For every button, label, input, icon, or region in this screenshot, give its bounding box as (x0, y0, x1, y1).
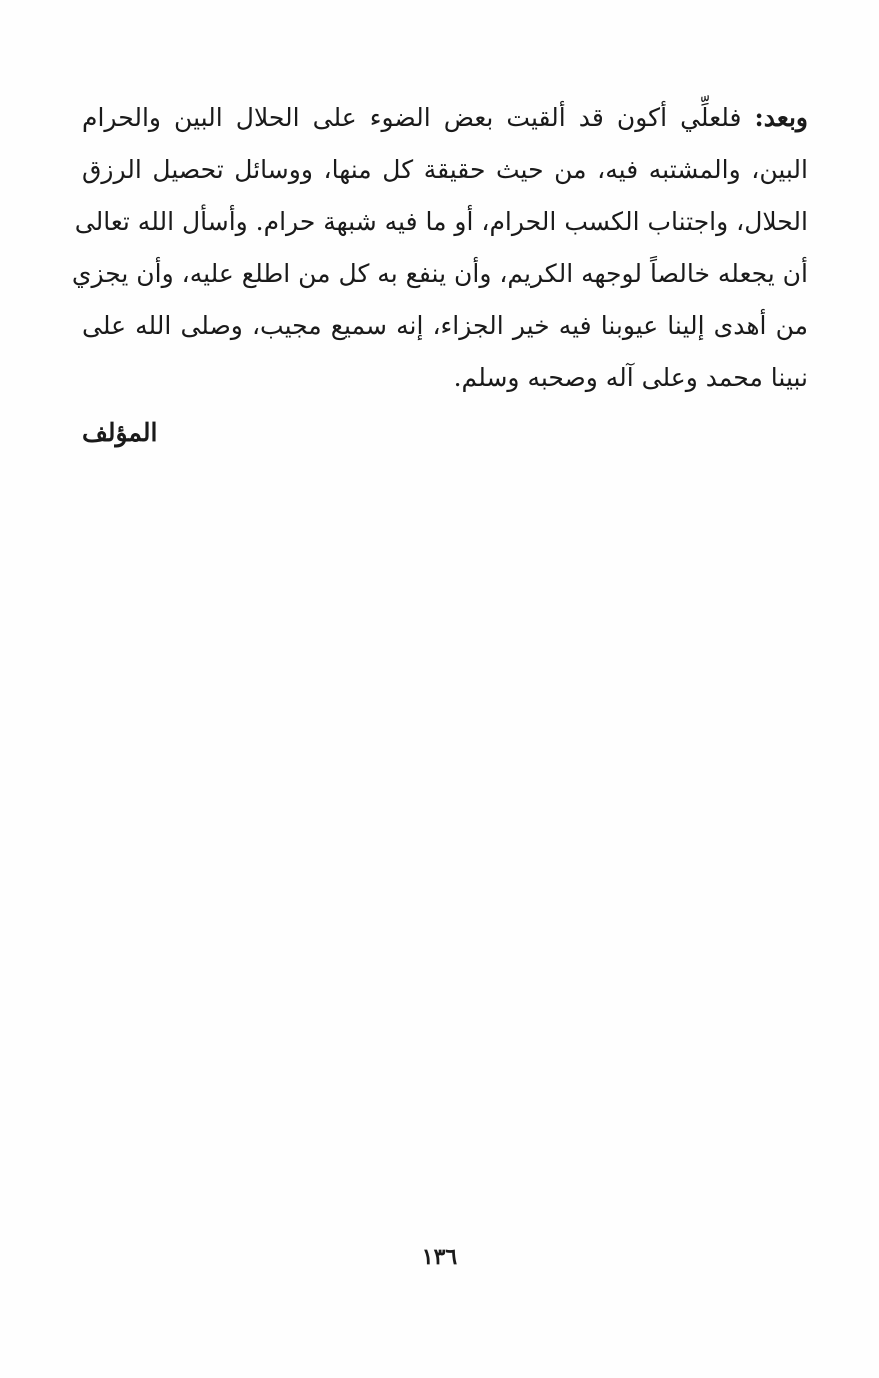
paragraph-line-4: أن يجعله خالصاً لوجهه الكريم، وأن ينفع به كل من اطلع عليه، وأن يجزي (71, 259, 808, 288)
page-number: ١٣٦ (421, 1244, 458, 1270)
paragraph-line-2: البين، والمشتبه فيه، من حيث حقيقة كل منها، ووسائل تحصيل الرزق (82, 155, 808, 184)
paragraph-line-6: نبينا محمد وعلى آله وصحبه وسلم. (453, 363, 808, 392)
lead-word: وبعد: (754, 103, 808, 132)
line-1-text: فلعلِّي أكون قد ألقيت بعض الضوء على الحلال البين والحرام (82, 103, 742, 132)
closing-paragraph (71, 92, 808, 404)
paragraph-line-5: من أهدى إلينا عيوبنا فيه خير الجزاء، إنه سميع مجيب، وصلى الله على (82, 311, 808, 340)
paragraph-line-3: الحلال، واجتناب الكسب الحرام، أو ما فيه شبهة حرام. وأسأل الله تعالى (74, 207, 808, 236)
author-signature: المؤلف (82, 418, 158, 447)
paragraph-line-1 (82, 92, 808, 144)
